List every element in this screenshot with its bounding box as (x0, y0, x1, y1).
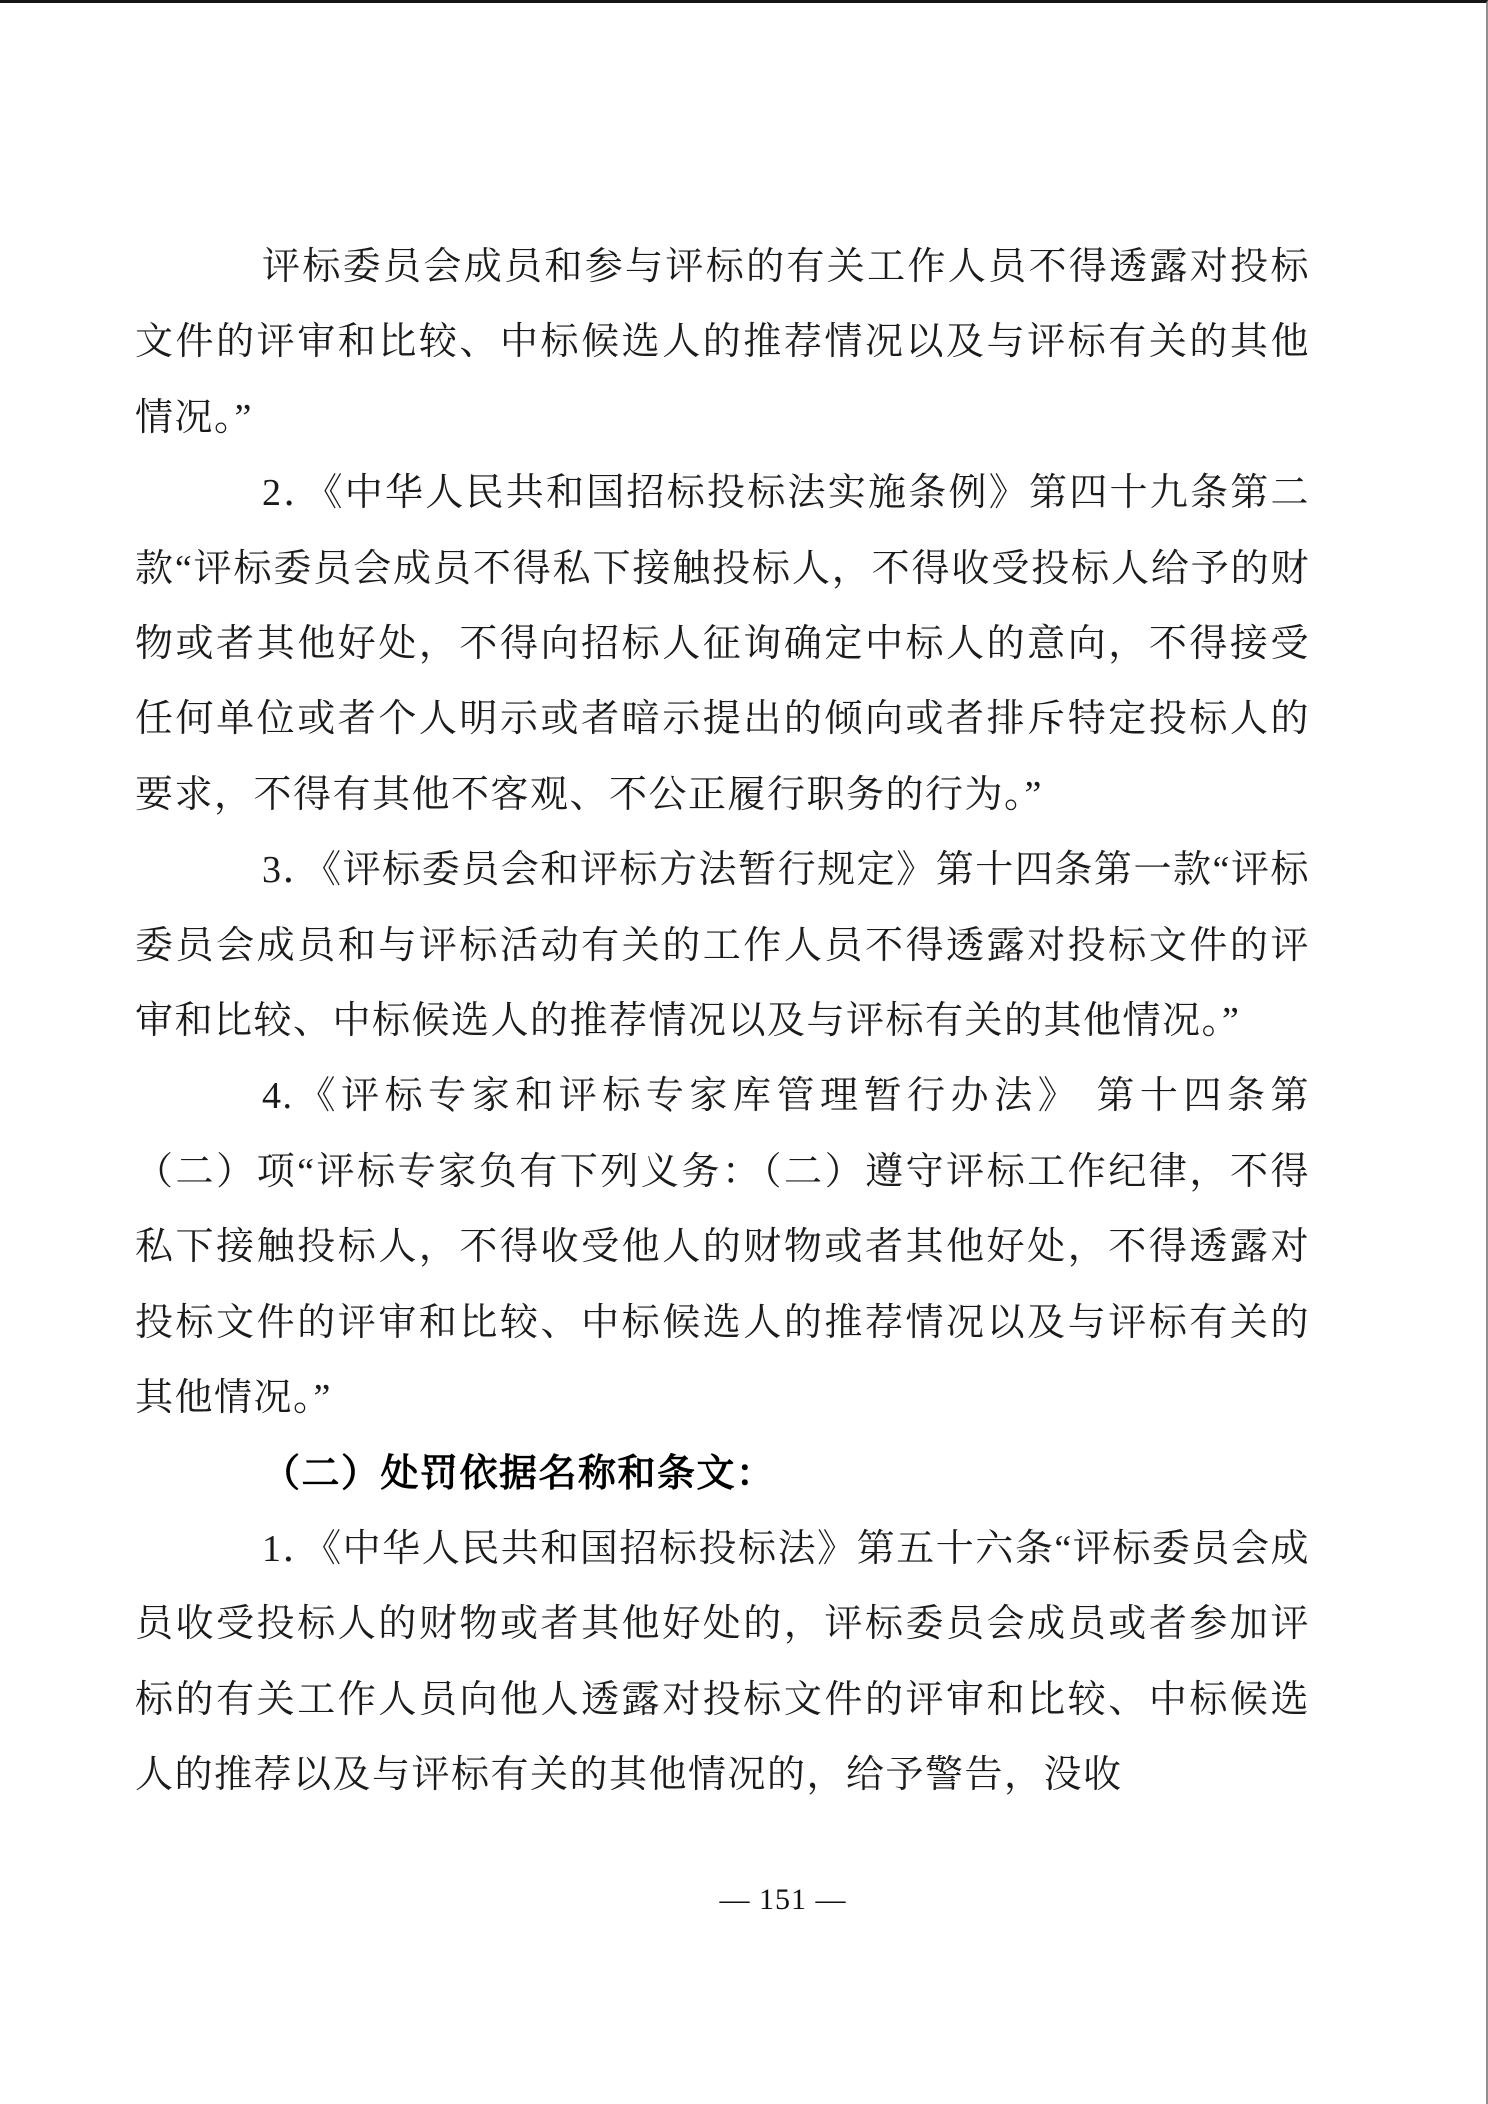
page-number: — 151 — (719, 1883, 847, 1916)
paragraph-item-4: 4.《评标专家和评标专家库管理暂行办法》 第十四条第（二）项“评标专家负有下列义务：（二）遵守评标工作纪律，不得私下接触投标人，不得收受他人的财物或者其他好处，不得透露对投标文件的评审和比较、中标候选人的推荐情况以及与评标有关的其他情况。” (135, 1075, 1310, 1420)
paragraph-item-2: 2．《中华人民共和国招标投标法实施条例》第四十九条第二款“评标委员会成员不得私下接触投标人，不得收受投标人给予的财物或者其他好处，不得向招标人征询确定中标人的意向，不得接受任何单位或者个人明示或者暗示提出的倾向或者排斥特定投标人的要求，不得有其他不客观、不公正履行职务的行为。” (135, 472, 1310, 816)
document-text-block (135, 230, 1310, 1814)
section-heading-penalty-basis: （二）处罚依据名称和条文： (262, 1452, 776, 1495)
paragraph-quote-continuation: 评标委员会成员和参与评标的有关工作人员不得透露对投标文件的评审和比较、中标候选人的推荐情况以及与评标有关的其他情况。” (135, 246, 1310, 439)
paragraph-item-1-penalty: 1．《中华人民共和国招标投标法》第五十六条“评标委员会成员收受投标人的财物或者其他好处的，评标委员会成员或者参加评标的有关工作人员向他人透露对投标文件的评审和比较、中标候选人的推荐以及与评标有关的其他情况的，给予警告，没收 (135, 1527, 1310, 1797)
paragraph-item-3: 3．《评标委员会和评标方法暂行规定》第十四条第一款“评标委员会成员和与评标活动有关的工作人员不得透露对投标文件的评审和比较、中标候选人的推荐情况以及与评标有关的其他情况。” (135, 849, 1310, 1043)
